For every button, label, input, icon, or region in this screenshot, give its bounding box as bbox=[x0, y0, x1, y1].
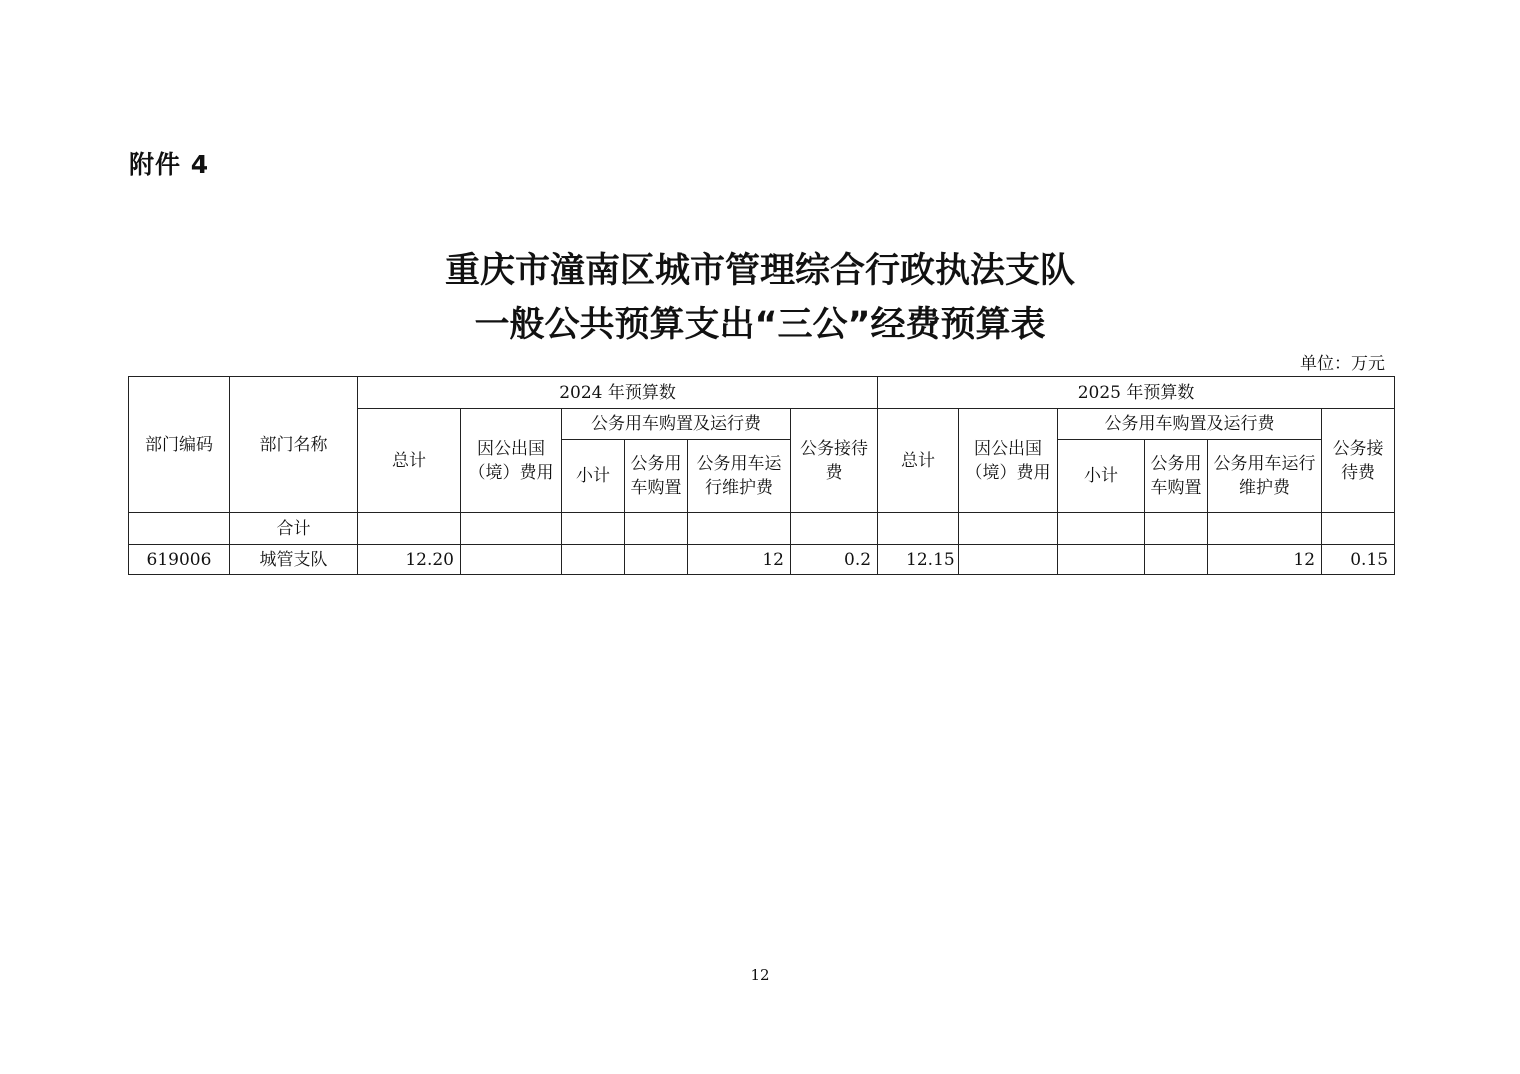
dept-code-cell: 619006 bbox=[129, 545, 230, 575]
total-row-code bbox=[129, 513, 230, 545]
header-2025-total: 总计 bbox=[878, 409, 959, 513]
header-2025-vehicle-maintenance: 公务用车运行维护费 bbox=[1208, 440, 1322, 513]
table-cell bbox=[562, 513, 625, 545]
y2024-reception-cell: 0.2 bbox=[791, 545, 878, 575]
y2024-subtotal-cell bbox=[562, 545, 625, 575]
table-cell bbox=[358, 513, 461, 545]
header-2025-subtotal: 小计 bbox=[1058, 440, 1145, 513]
header-2024-vehicle-maintenance: 公务用车运行维护费 bbox=[688, 440, 791, 513]
table-row bbox=[129, 545, 1395, 575]
attachment-label: 附件 4 bbox=[129, 150, 210, 179]
y2024-total-cell: 12.20 bbox=[358, 545, 461, 575]
y2025-abroad-cell bbox=[959, 545, 1058, 575]
table-cell bbox=[625, 513, 688, 545]
header-2024-vehicle-purchase: 公务用车购置 bbox=[625, 440, 688, 513]
y2024-purchase-cell bbox=[625, 545, 688, 575]
header-2024-total: 总计 bbox=[358, 409, 461, 513]
document-title-line2: 一般公共预算支出“三公”经费预算表 bbox=[474, 305, 1046, 345]
header-2025-vehicle-group: 公务用车购置及运行费 bbox=[1058, 409, 1322, 440]
page-number: 12 bbox=[750, 966, 770, 984]
y2025-maintenance-cell: 12 bbox=[1208, 545, 1322, 575]
table-cell bbox=[1058, 513, 1145, 545]
table-cell bbox=[1322, 513, 1395, 545]
y2025-purchase-cell bbox=[1145, 545, 1208, 575]
y2024-maintenance-cell: 12 bbox=[688, 545, 791, 575]
header-2024-abroad: 因公出国（境）费用 bbox=[461, 409, 562, 513]
header-2024-vehicle-group: 公务用车购置及运行费 bbox=[562, 409, 791, 440]
table-cell bbox=[688, 513, 791, 545]
y2025-total-cell: 12.15 bbox=[878, 545, 959, 575]
unit-label: 单位：万元 bbox=[1300, 354, 1385, 374]
document-title-line1: 重庆市潼南区城市管理综合行政执法支队 bbox=[444, 251, 1075, 291]
header-row-years bbox=[129, 377, 1395, 409]
header-2025-vehicle-purchase: 公务用车购置 bbox=[1145, 440, 1208, 513]
header-2024-reception: 公务接待费 bbox=[791, 409, 878, 513]
header-2024-subtotal: 小计 bbox=[562, 440, 625, 513]
table-cell bbox=[1208, 513, 1322, 545]
total-row-label: 合计 bbox=[230, 513, 358, 545]
header-dept-name: 部门名称 bbox=[230, 377, 358, 513]
table-cell bbox=[791, 513, 878, 545]
y2025-reception-cell: 0.15 bbox=[1322, 545, 1395, 575]
header-year-2025: 2025 年预算数 bbox=[878, 377, 1395, 409]
header-year-2024: 2024 年预算数 bbox=[358, 377, 878, 409]
header-2025-reception: 公务接待费 bbox=[1322, 409, 1395, 513]
y2024-abroad-cell bbox=[461, 545, 562, 575]
budget-table bbox=[128, 376, 1395, 575]
dept-name-cell: 城管支队 bbox=[230, 545, 358, 575]
y2025-subtotal-cell bbox=[1058, 545, 1145, 575]
table-cell bbox=[959, 513, 1058, 545]
table-cell bbox=[1145, 513, 1208, 545]
table-cell bbox=[878, 513, 959, 545]
header-2025-abroad: 因公出国（境）费用 bbox=[959, 409, 1058, 513]
total-row bbox=[129, 513, 1395, 545]
table-cell bbox=[461, 513, 562, 545]
header-dept-code: 部门编码 bbox=[129, 377, 230, 513]
